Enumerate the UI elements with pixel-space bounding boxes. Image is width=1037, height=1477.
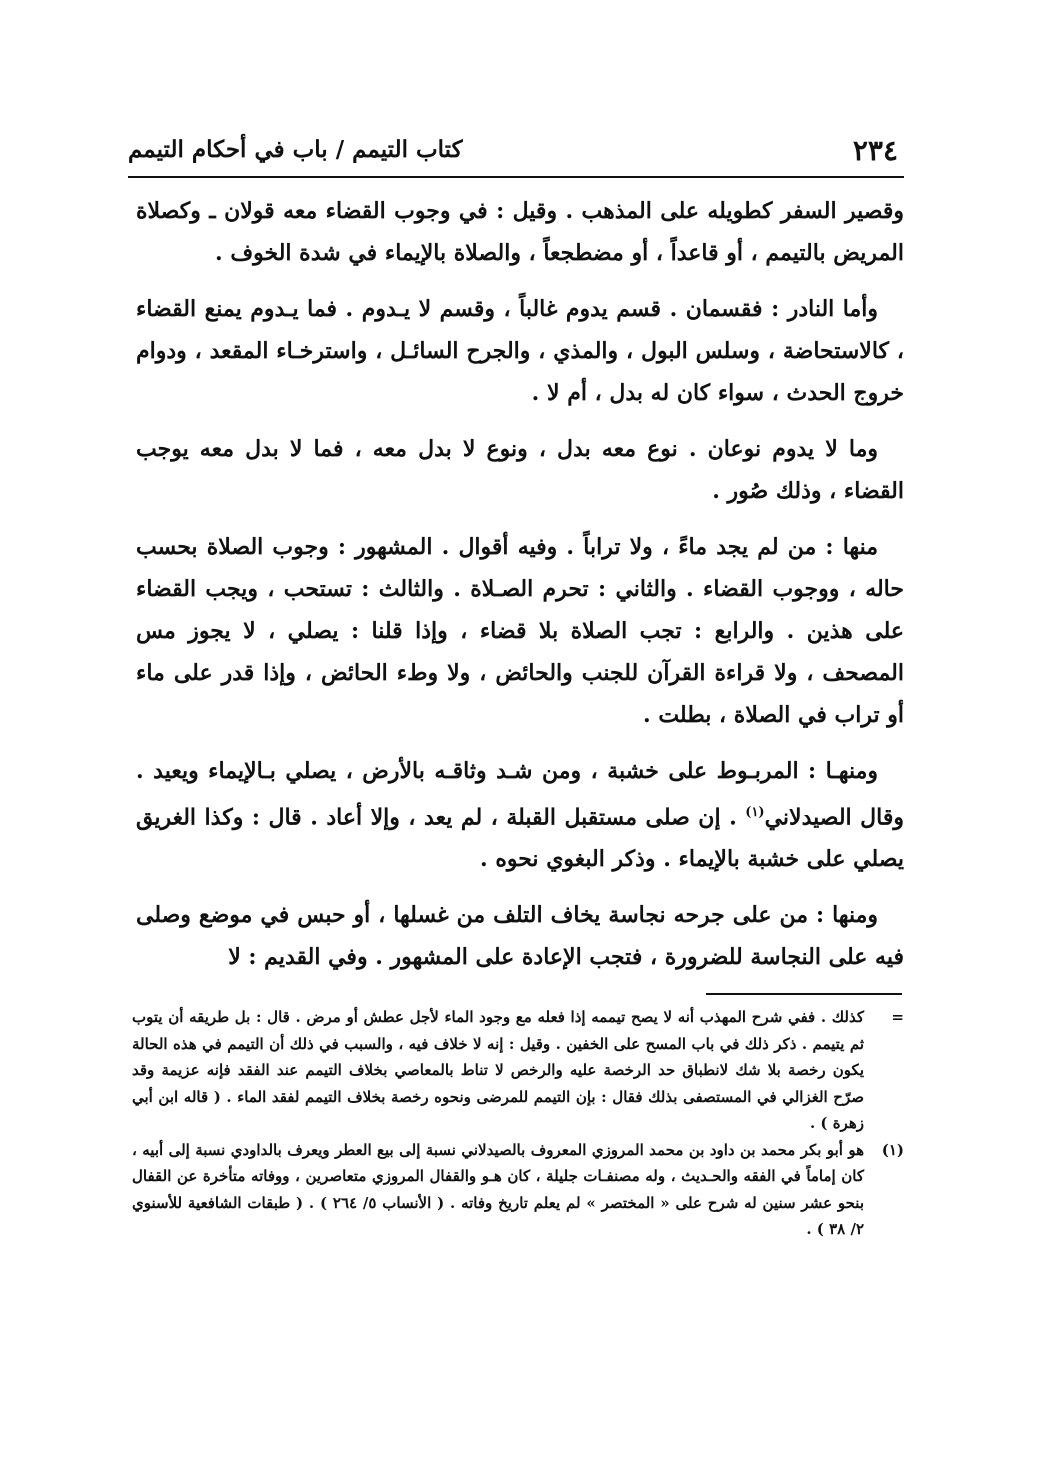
header-rule <box>128 176 904 178</box>
footnote-text: هو أبو بكر محمد بن داود بن محمد المروزي المعروف بالصيدلاني نسبة إلى بيع العطر ويعرف بالداودي نسبة إلى أبيه ، كان إماماً في الفقه والحـديث ، وله مصنفـات جليلة ، كان هـو والقفال المروزي متعاصرين ، ووفاته متأخرة عن القفال بنحو عشر سنين له شرح على « المختصر » لم يعلم تاريخ وفاته . ( الأنساب ٥/ ٢٦٤ ) . ( طبقات الشافعية للأسنوي ٢/ ٣٨ ) . <box>132 1140 865 1238</box>
paragraph: وأما النادر : فقسمان . قسم يدوم غالباً ، وقسم لا يـدوم . فما يـدوم يمنع القضاء ، كالاستحاضة ، وسلس البول ، والمذي ، والجرح السائـل ، واسترخـاء المقعد ، ودوام خروج الحدث ، سواء كان له بدل ، أم لا . <box>136 296 904 406</box>
footnote-marker: (١) <box>881 1140 904 1159</box>
page-header <box>128 128 898 178</box>
footnotes <box>132 1004 904 1243</box>
footnote-text: كذلك . ففي شرح المهذب أنه لا يصح تيممه إذا فعله مع وجود الماء لأجل عطش أو مرض . قال : بل طريقه أن يتوب ثم يتيمم . ذكر ذلك في باب المسح على الخفين . وقيل : إنه لا خلاف فيه ، والسبب في ذلك أن التيمم في هذه الحالة يكون رخصة بلا شك لانطباق حد الرخصة عليه والرخص لا تناط بالمعاصي بخلاف التيمم عند الفقد فإنه عزيمة وقد صرّح الغزالي في المستصفى بذلك فقال : بإن التيمم للمرضى ونحوه رخصة بخلاف التيمم لفقد الماء . ( قاله ابن أبي زهرة ) . <box>132 1008 864 1132</box>
main-text <box>136 190 904 992</box>
paragraph: ومنها : من على جرحه نجاسة يخاف التلف من غسلها ، أو حبس في موضع وصلى فيه على النجاسة للضرورة ، فتجب الإعادة على المشهور . وفي القديم : لا <box>136 902 904 971</box>
footnote-marker: = <box>891 1008 904 1026</box>
paragraph: منها : من لم يجد ماءً ، ولا تراباً . وفيه أقوال . المشهور : وجوب الصلاة بحسب حاله ، ووجوب القضاء . والثاني : تحرم الصـلاة . والثالث : تستحب ، ويجب القضاء على هذين . والرابع : تجب الصلاة بلا قضاء ، وإذا قلنا : يصلي ، لا يجوز مس المصحف ، ولا قراءة القرآن للجنب والحائض ، ولا وطء الحائض ، وإذا قدر على ماء أو تراب في الصلاة ، بطلت . <box>136 534 904 728</box>
footnote-reference: (١) <box>745 805 765 820</box>
paragraph-text: ومنهـا : المربـوط على خشبة ، ومن شـد وثاقـه بالأرض ، يصلي بـالإيماء ويعيد . وقال الصيدلاني <box>136 758 905 831</box>
footnote-1 <box>132 1137 904 1243</box>
page-number: ٢٣٤ <box>852 134 898 167</box>
footnote-continued <box>132 1004 904 1137</box>
paragraph-text: . إن صلى مستقبل القبلة ، لم يعد ، وإلا أعاد . قال : وكذا الغريق يصلي على خشبة بالإيماء . وذكر البغوي نحوه . <box>136 804 904 873</box>
running-title: كتاب التيمم / باب في أحكام التيمم <box>128 136 463 163</box>
paragraph: وقصير السفر كطويله على المذهب . وقيل : في وجوب القضاء معه قولان ـ وكصلاة المريض بالتيمم ، أو قاعداً ، أو مضطجعاً ، والصلاة بالإيماء في شدة الخوف . <box>136 198 904 266</box>
paragraph <box>136 750 904 880</box>
paragraph: وما لا يدوم نوعان . نوع معه بدل ، ونوع لا بدل معه ، فما لا بدل معه يوجب القضاء ، وذلك صُور . <box>136 436 904 504</box>
footnote-rule <box>706 993 902 995</box>
